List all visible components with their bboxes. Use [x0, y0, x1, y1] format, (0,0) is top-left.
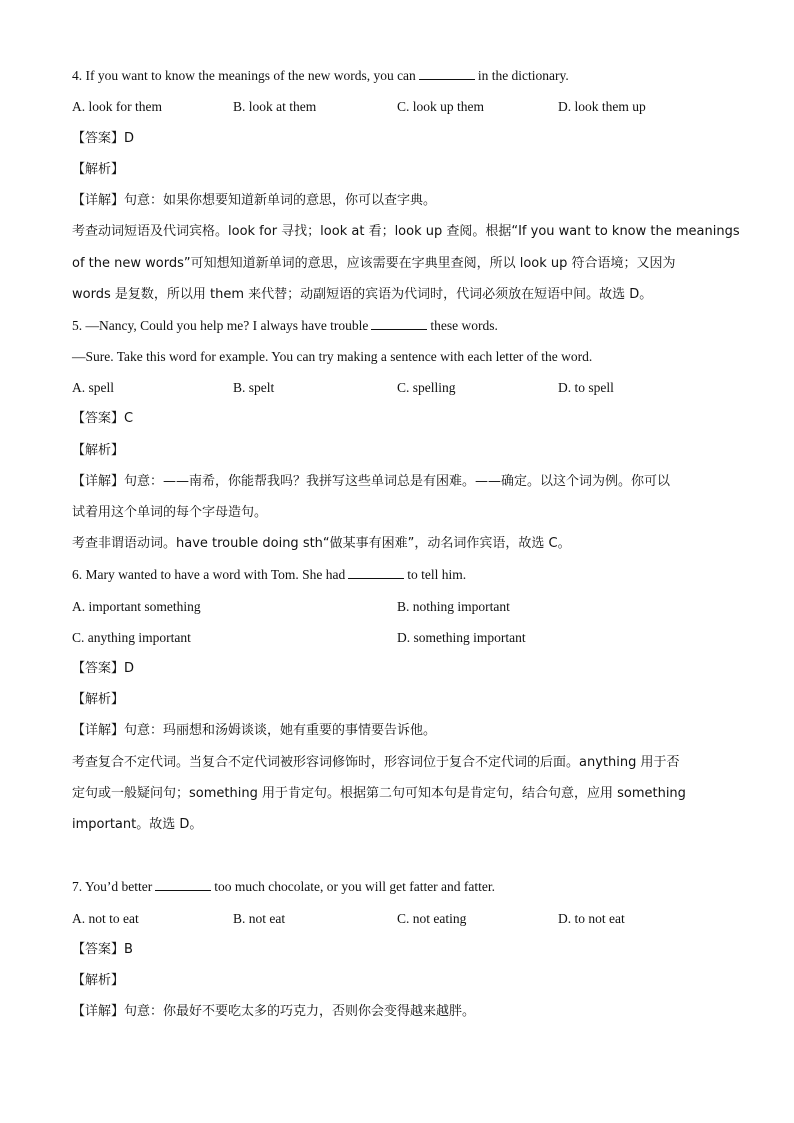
- question-7-stem: [72, 878, 495, 896]
- question-6-explanation-line-3: important。故选 D。: [72, 817, 203, 832]
- question-4-stem-start: 4. If you want to know the meanings of the new words, you can: [72, 68, 416, 83]
- question-6-option-d: D. something important: [397, 630, 526, 645]
- question-7-detail: 【详解】句意：你最好不要吃太多的巧克力，否则你会变得越来越胖。: [72, 1004, 476, 1019]
- question-7-analysis-heading: 【解析】: [72, 973, 125, 988]
- question-6-stem: [72, 566, 466, 584]
- answer-blank: [371, 317, 427, 330]
- question-5-analysis-heading: 【解析】: [72, 443, 125, 458]
- question-4-stem-end: in the dictionary.: [477, 68, 569, 83]
- question-6-analysis-heading: 【解析】: [72, 692, 125, 707]
- question-4-answer: 【答案】D: [72, 131, 135, 146]
- question-5-explanation: 考查非谓语动词。have trouble doing sth“做某事有困难”，动名词作宾语，故选 C。: [72, 536, 571, 551]
- question-4-option-d: D. look them up: [558, 99, 646, 114]
- question-6-option-a: A. important something: [72, 599, 201, 614]
- question-4-detail: 【详解】句意：如果你想要知道新单词的意思，你可以查字典。: [72, 193, 437, 208]
- question-4-option-a: A. look for them: [72, 99, 162, 114]
- question-6-detail: 【详解】句意：玛丽想和汤姆谈谈，她有重要的事情要告诉他。: [72, 723, 437, 738]
- question-6-option-c: C. anything important: [72, 630, 191, 645]
- question-4-stem: [72, 67, 569, 85]
- question-6-explanation-line-1: 考查复合不定代词。当复合不定代词被形容词修饰时，形容词位于复合不定代词的后面。anything 用于否: [72, 755, 680, 770]
- question-4-explanation-line-3: words 是复数，所以用 them 来代替；动副短语的宾语为代词时，代词必须放在短语中间。故选 D。: [72, 287, 653, 302]
- question-7-stem-start: 7. You’d better: [72, 879, 153, 894]
- question-5-answer: 【答案】C: [72, 411, 134, 426]
- answer-blank: [155, 878, 211, 891]
- question-5-stem: [72, 317, 498, 335]
- question-5-stem-end: these words.: [430, 318, 498, 333]
- question-5-detail-line-2: 试着用这个单词的每个字母造句。: [72, 505, 268, 520]
- question-5-stem-reply: —Sure. Take this word for example. You can try making a sentence with each letter of the word.: [72, 349, 593, 364]
- question-4-option-c: C. look up them: [397, 99, 484, 114]
- question-5-option-c: C. spelling: [397, 380, 456, 395]
- question-5-detail-line-1: 【详解】句意：——南希，你能帮我吗？我拼写这些单词总是有困难。——确定。以这个词为例。你可以: [72, 474, 671, 489]
- question-5-stem-start: 5. —Nancy, Could you help me? I always have trouble: [72, 318, 369, 333]
- question-6-stem-end: to tell him.: [407, 567, 467, 582]
- question-4-analysis-heading: 【解析】: [72, 162, 125, 177]
- question-4-explanation-line-1: 考查动词短语及代词宾格。look for 寻找；look at 看；look up 查阅。根据“If you want to know the meanings: [72, 224, 740, 239]
- question-5-option-a: A. spell: [72, 380, 114, 395]
- question-4-explanation-line-2: of the new words”可知想知道新单词的意思，应该需要在字典里查阅，所以 look up 符合语境；又因为: [72, 256, 676, 271]
- answer-blank: [348, 566, 404, 579]
- question-6-explanation-line-2: 定句或一般疑问句；something 用于肯定句。根据第二句可知本句是肯定句，结合句意，应用 something: [72, 786, 686, 801]
- question-7-option-b: B. not eat: [233, 911, 286, 926]
- question-6-answer: 【答案】D: [72, 661, 135, 676]
- question-7-stem-end: too much chocolate, or you will get fatter and fatter.: [214, 879, 496, 894]
- question-7-option-d: D. to not eat: [558, 911, 625, 926]
- question-7-option-a: A. not to eat: [72, 911, 139, 926]
- question-5-option-b: B. spelt: [233, 380, 275, 395]
- question-6-option-b: B. nothing important: [397, 599, 510, 614]
- answer-blank: [419, 67, 475, 80]
- question-6-stem-start: 6. Mary wanted to have a word with Tom. She had: [72, 567, 346, 582]
- question-7-option-c: C. not eating: [397, 911, 467, 926]
- question-4-option-b: B. look at them: [233, 99, 317, 114]
- question-7-answer: 【答案】B: [72, 942, 133, 957]
- question-5-option-d: D. to spell: [558, 380, 614, 395]
